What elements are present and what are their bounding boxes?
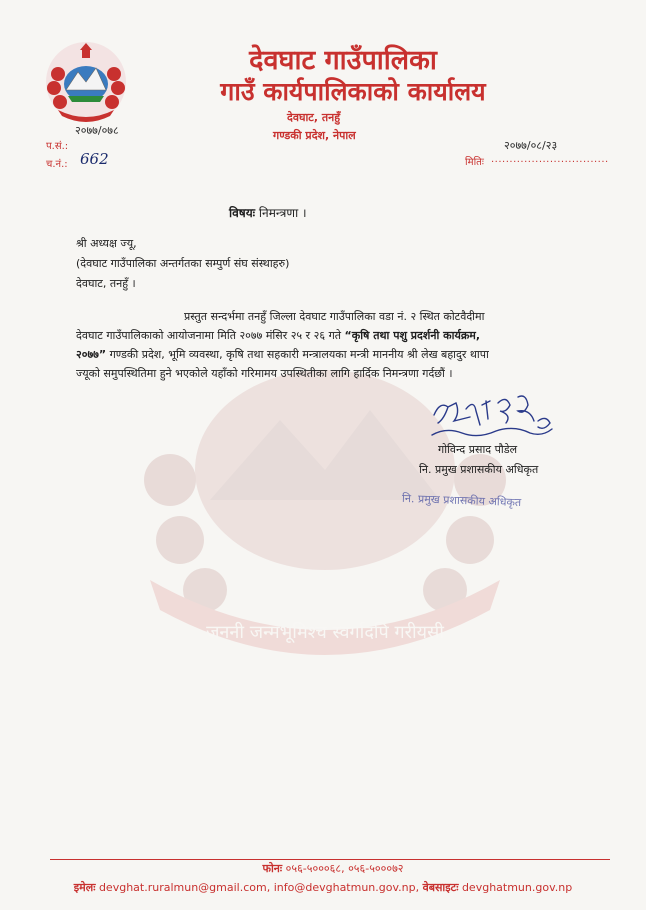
body-paragraph — [76, 307, 576, 383]
subject-text: निमन्त्रणा । — [255, 206, 307, 220]
addressee-line3: देवघाट, तनहुँ । — [76, 277, 136, 290]
signatory-title: नि. प्रमुख प्रशासकीय अधिकृत — [419, 463, 539, 476]
footer-phone — [0, 861, 646, 876]
subject-line — [229, 204, 307, 221]
event-year: २०७७” — [76, 348, 107, 361]
website-value: devghatmun.gov.np — [458, 881, 573, 894]
office-province: गण्डकी प्रदेश, नेपाल — [273, 129, 356, 142]
para-line3-text: गण्डकी प्रदेश, भूमि व्यवस्था, कृषि तथा सहकारी मन्त्रालयका मन्त्री माननीय श्री लेख बहादुर थापा — [106, 348, 489, 361]
addressee-line2: (देवघाट गाउँपालिका अन्तर्गतका सम्पुर्ण संघ संस्थाहरु) — [76, 257, 290, 270]
para-line4: ज्यूको समुपस्थितिमा हुने भएकोले यहाँको गरिमामय उपस्थितीका लागि हार्दिक निमन्त्रणा गर्दछौं । — [76, 367, 453, 380]
ps-value: २०७७/०७८ — [75, 124, 119, 137]
cn-label: च.नं.: — [46, 159, 68, 170]
addressee-line1: श्री अध्यक्ष ज्यू, — [76, 237, 137, 250]
email-label: इमेलः — [73, 881, 96, 894]
phone-value: ०५६-५०००६८, ०५६-५०००७२ — [282, 862, 404, 875]
website-label: वेबसाइटः — [422, 881, 459, 894]
office-location: देवघाट, तनहुँ — [287, 111, 341, 124]
miti-label: मितिः — [465, 157, 484, 168]
handwritten-signature — [426, 391, 566, 443]
signatory-name: गोविन्द प्रसाद पौडेल — [438, 443, 518, 456]
miti-dotted-line: ................................ — [491, 154, 609, 165]
para-line1: प्रस्तुत सन्दर्भमा तनहुँ जिल्ला देवघाट गाउँपालिका वडा नं. २ स्थित कोटवैदीमा — [184, 310, 485, 323]
phone-label: फोनः — [262, 862, 283, 875]
office-title-line1: देवघाट गाउँपालिका — [249, 45, 437, 76]
event-name: “कृषि तथा पशु प्रदर्शनी कार्यक्रम, — [344, 329, 481, 342]
ps-label: प.सं.: — [46, 141, 69, 152]
office-title-line2: गाउँ कार्यपालिकाको कार्यालय — [220, 77, 486, 106]
footer-divider — [50, 859, 610, 860]
subject-label: विषयः — [229, 206, 256, 220]
watermark-motto: जननी जन्मभूमिश्च स्वर्गादपि गरीयसी — [206, 622, 444, 643]
letter-date: २०७७/०८/२३ — [504, 139, 558, 152]
para-line2-text: देवघाट गाउँपालिकाको आयोजनामा मिति २०७७ मंसिर २५ र २६ गते — [76, 329, 345, 342]
cn-value: 662 — [80, 150, 109, 168]
designation-stamp: नि. प्रमुख प्रशासकीय अधिकृत — [401, 491, 522, 510]
para-line2 — [76, 326, 576, 345]
para-line3 — [76, 345, 576, 364]
footer-contact — [0, 880, 646, 895]
email-value: devghat.ruralmun@gmail.com, info@devghatmun.gov.np, — [95, 881, 423, 894]
